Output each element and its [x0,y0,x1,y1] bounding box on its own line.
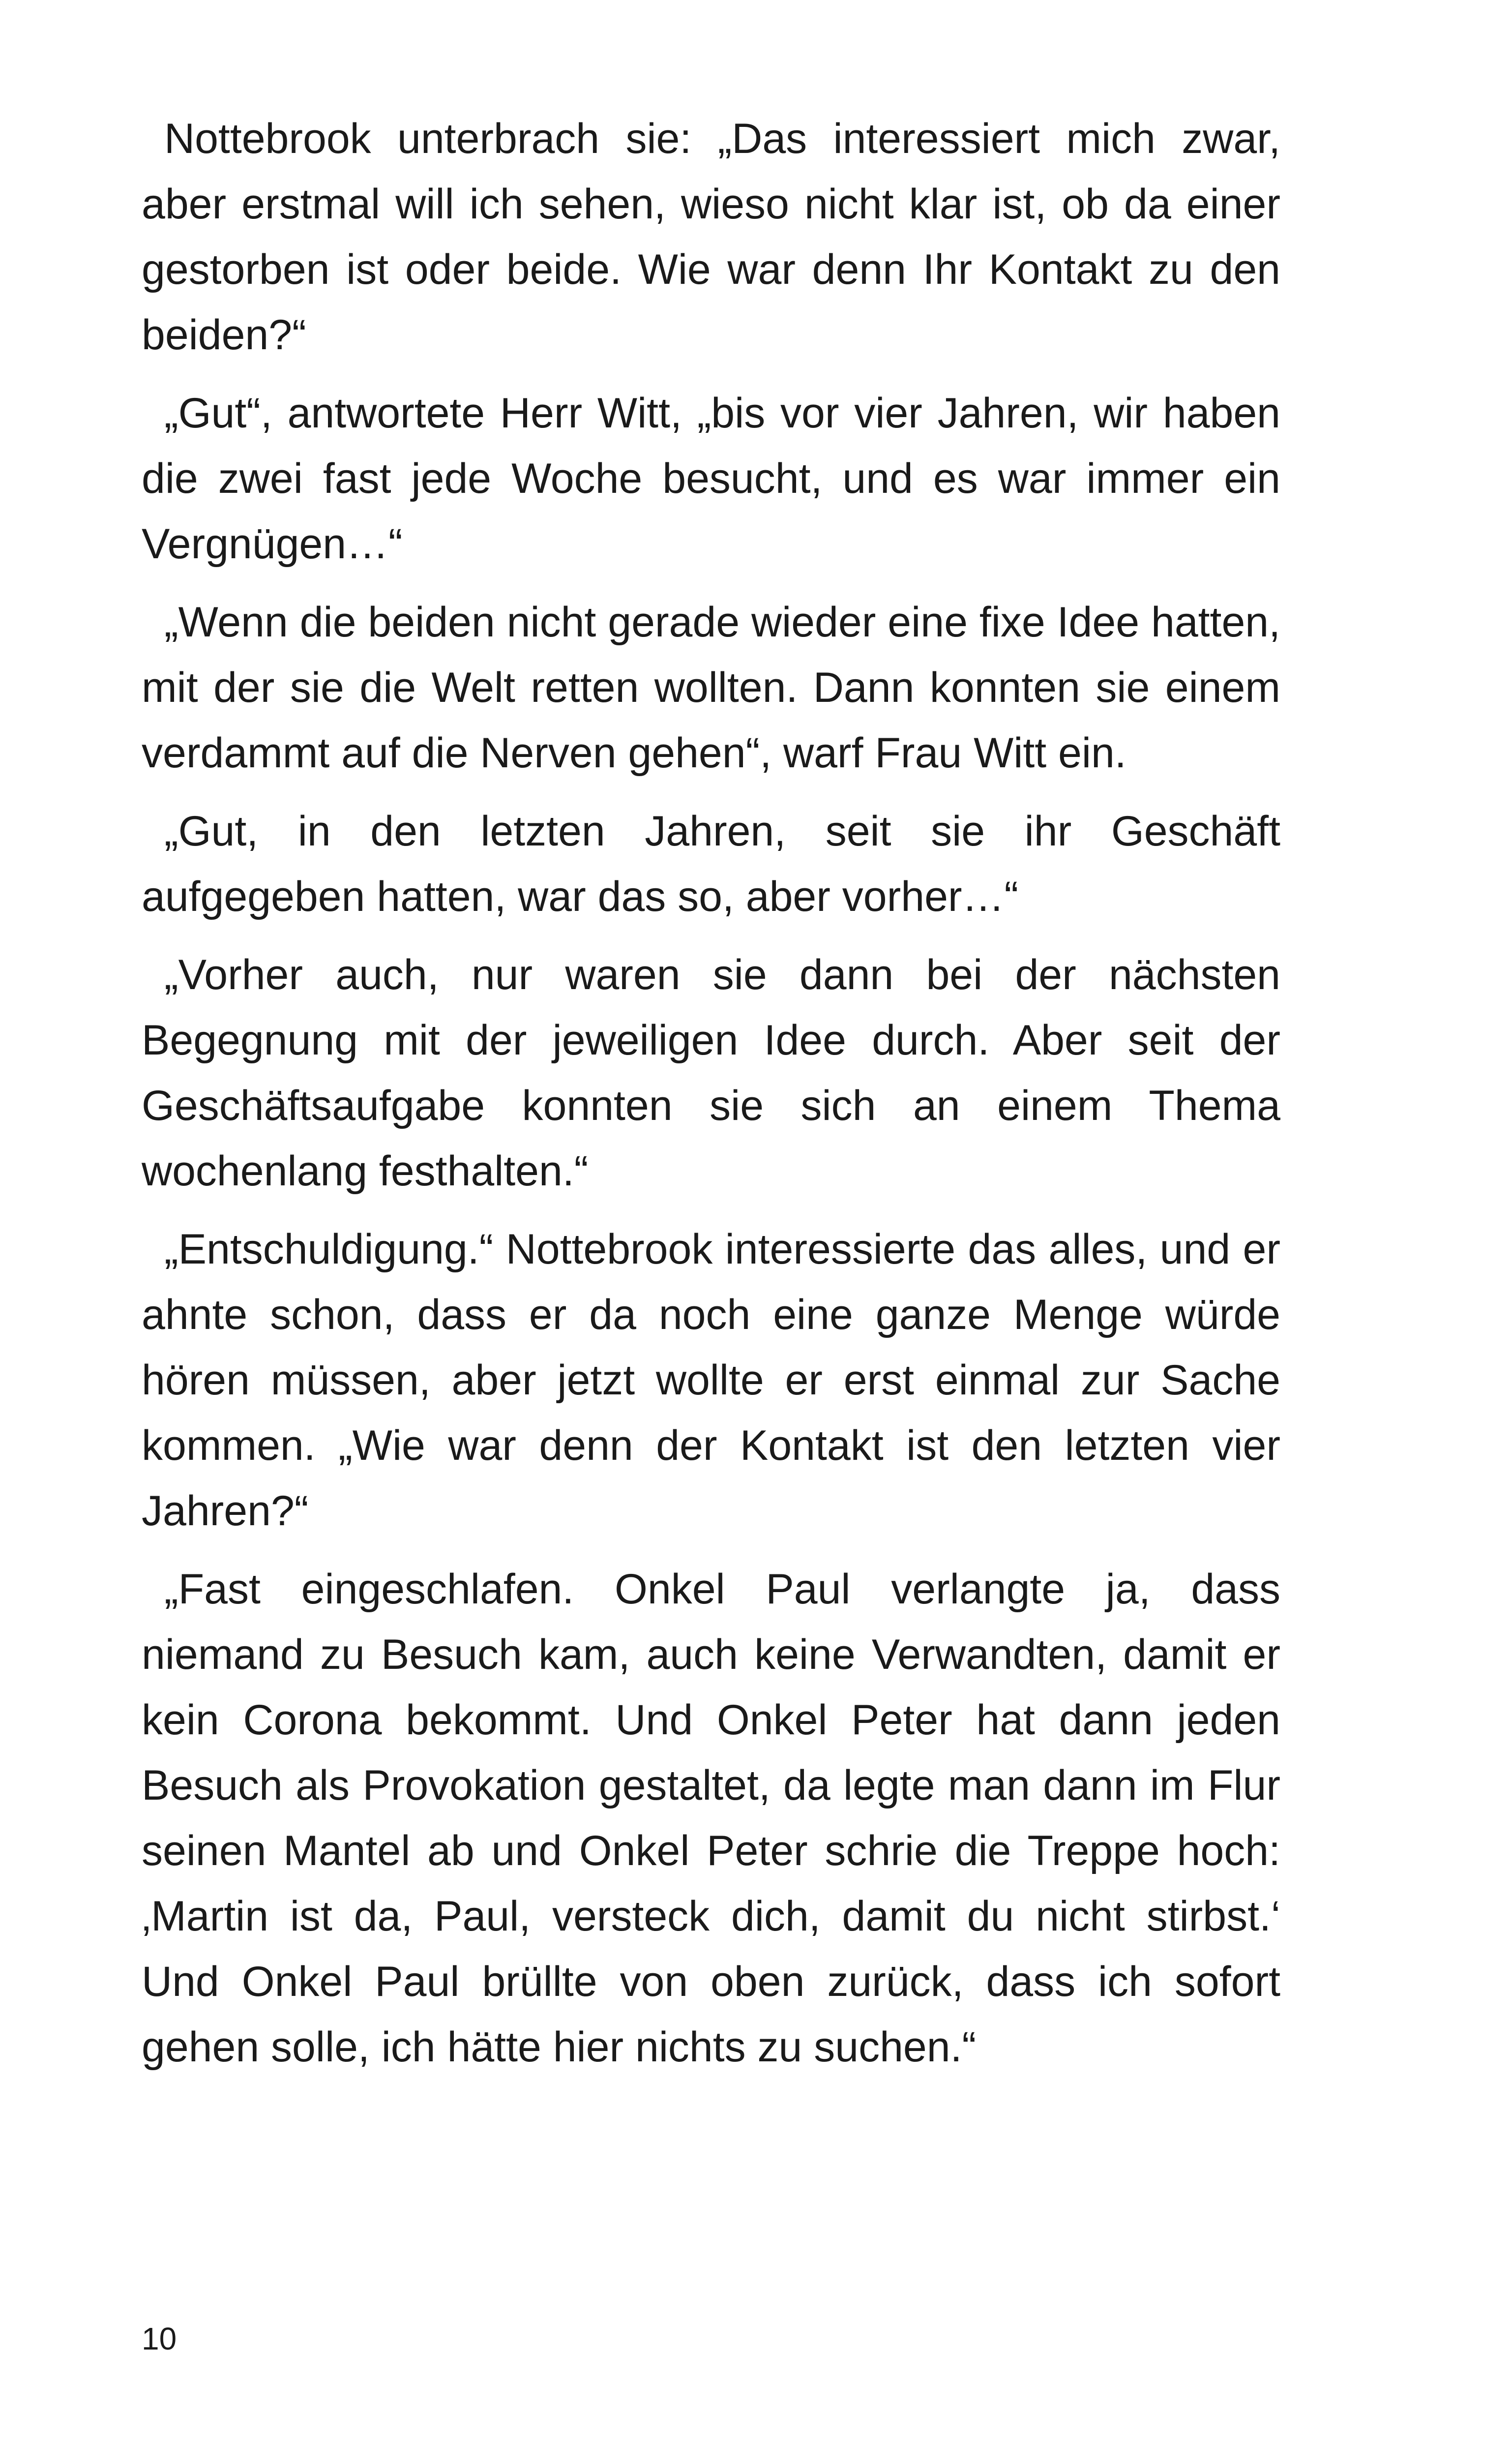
body-text [142,106,1280,2093]
paragraph: Nottebrook unterbrach sie: „Das interessiert mich zwar, aber erstmal will ich sehen, wieso nicht klar ist, ob da einer gestorben ist oder beide. Wie war denn Ihr Kontakt zu den beiden?“ [142,115,1280,359]
paragraph: „Gut, in den letzten Jahren, seit sie ihr Geschäft aufgegeben hatten, war das so, aber vorher…“ [142,808,1280,920]
paragraph: „Entschuldigung.“ Nottebrook interessierte das alles, und er ahnte schon, dass er da noch eine ganze Menge würde hören müssen, aber jetzt wollte er erst einmal zur Sache kommen. „Wie war denn der Kontakt ist den letzten vier Jahren?“ [142,1226,1280,1535]
paragraph: „Fast eingeschlafen. Onkel Paul verlangte ja, dass niemand zu Besuch kam, auch keine Verwandten, damit er kein Corona bekommt. Und Onkel Peter hat dann jeden Besuch als Provokation gestaltet, da legte man dann im Flur seinen Mantel ab und Onkel Peter schrie die Treppe hoch: ‚Martin ist da, Paul, versteck dich, damit du nicht stirbst.‘ Und Onkel Paul brüllte von oben zurück, dass ich sofort gehen solle, ich hätte hier nichts zu suchen.“ [142,1566,1280,2071]
paragraph: „Wenn die beiden nicht gerade wieder eine fixe Idee hatten, mit der sie die Welt retten wollten. Dann konnten sie einem verdammt auf die Nerven gehen“, warf Frau Witt ein. [142,599,1280,777]
paragraph: „Gut“, antwortete Herr Witt, „bis vor vier Jahren, wir haben die zwei fast jede Woche besucht, und es war immer ein Vergnügen…“ [142,390,1280,568]
paragraph: „Vorher auch, nur waren sie dann bei der nächsten Begegnung mit der jeweiligen Idee durch. Aber seit der Geschäftsaufgabe konnten sie sich an einem Thema wochenlang festhalten.“ [142,951,1280,1195]
page-number: 10 [142,2321,177,2356]
